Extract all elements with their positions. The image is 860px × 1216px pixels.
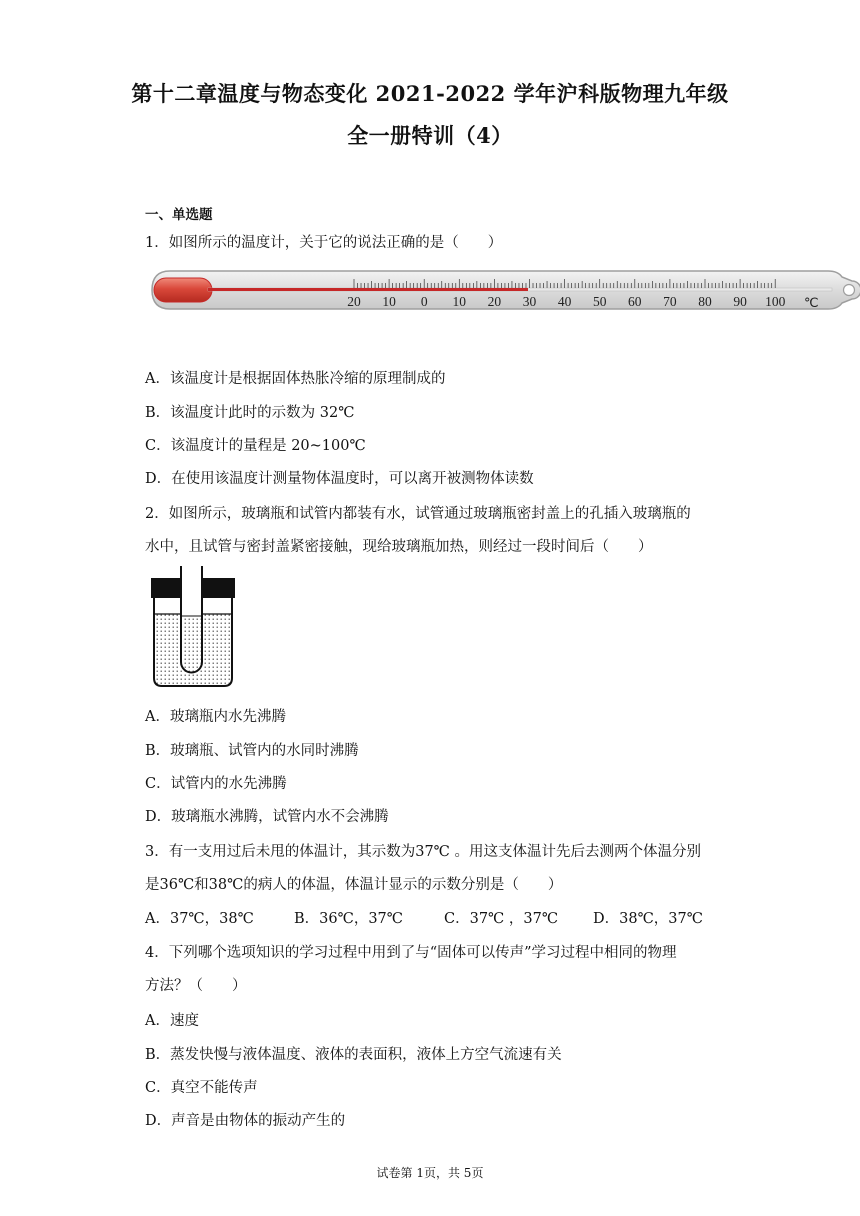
scale-label: 0 (420, 294, 428, 309)
q2-option-a: A．玻璃瓶内水先沸腾 (145, 709, 286, 725)
scale-label: 80 (698, 294, 712, 309)
q1-option-a: A．该温度计是根据固体热胀冷缩的原理制成的 (145, 371, 446, 387)
sealing-lid-left (151, 578, 180, 598)
scale-label: 30 (522, 294, 537, 309)
scale-label: 20 (487, 294, 502, 309)
section-heading: 一、单选题 (145, 207, 213, 223)
thermometer-figure (148, 265, 860, 315)
q3-option-b: B．36℃，37℃ (294, 911, 403, 927)
scale-label: 100 (765, 294, 786, 309)
q1-stem: 1．如图所示的温度计，关于它的说法正确的是（ ） (145, 235, 503, 251)
liquid-column (208, 288, 528, 291)
q3-stem-line2: 是36℃和38℃的病人的体温，体温计显示的示数分别是（ ） (145, 877, 563, 893)
scale-label: 90 (733, 294, 747, 309)
q2-option-b: B．玻璃瓶、试管内的水同时沸腾 (145, 743, 359, 759)
q1-option-c: C．该温度计的量程是 20~100℃ (145, 438, 366, 454)
q4-option-c: C．真空不能传声 (145, 1080, 258, 1096)
q4-stem-line1: 4．下列哪个选项知识的学习过程中用到了与“固体可以传声”学习过程中相同的物理 (145, 945, 677, 961)
q2-stem-line1: 2．如图所示，玻璃瓶和试管内都装有水，试管通过玻璃瓶密封盖上的孔插入玻璃瓶的 (145, 506, 691, 522)
q1-option-d: D．在使用该温度计测量物体温度时，可以离开被测物体读数 (145, 471, 534, 487)
scale-label: 10 (452, 294, 467, 309)
scale-label: 40 (557, 294, 572, 309)
q4-stem-line2: 方法？（ ） (145, 978, 247, 994)
scale-label: 50 (592, 294, 607, 309)
q3-option-c: C．37℃ ，37℃ (444, 911, 559, 927)
thermometer-bulb (154, 278, 212, 302)
scale-label: 20 (347, 294, 361, 309)
document-title-line1: 第十二章温度与物态变化 2021-2022 学年沪科版物理九年级 (131, 81, 729, 106)
water-in-test-tube (182, 616, 201, 668)
page-footer: 试卷第 1页，共 5页 (376, 1166, 484, 1180)
q2-option-d: D．玻璃瓶水沸腾，试管内水不会沸腾 (145, 809, 389, 825)
q3-stem-line1: 3．有一支用过后未甩的体温计，其示数为37℃ 。用这支体温计先后去测两个体温分别 (145, 844, 702, 860)
sealing-lid-right (203, 578, 235, 598)
q2-option-c: C．试管内的水先沸腾 (145, 776, 287, 792)
q4-option-b: B．蒸发快慢与液体温度、液体的表面积，液体上方空气流速有关 (145, 1047, 562, 1063)
q3-option-a: A．37℃，38℃ (145, 911, 254, 927)
scale-label: 70 (663, 294, 677, 309)
unit-label: ℃ (804, 295, 819, 310)
q4-option-d: D．声音是由物体的振动产生的 (145, 1113, 346, 1129)
scale-label: 60 (628, 294, 642, 309)
hanging-hole (844, 285, 855, 296)
q3-option-d: D．38℃，37℃ (593, 911, 703, 927)
scale-label: 10 (382, 294, 396, 309)
bottle-test-tube-figure (148, 566, 238, 692)
q2-stem-line2: 水中，且试管与密封盖紧密接触，现给玻璃瓶加热，则经过一段时间后（ ） (145, 539, 653, 555)
document-title-line2: 全一册特训（4） (347, 123, 513, 148)
q4-option-a: A．速度 (145, 1013, 199, 1029)
q1-option-b: B．该温度计此时的示数为 32℃ (145, 405, 355, 421)
